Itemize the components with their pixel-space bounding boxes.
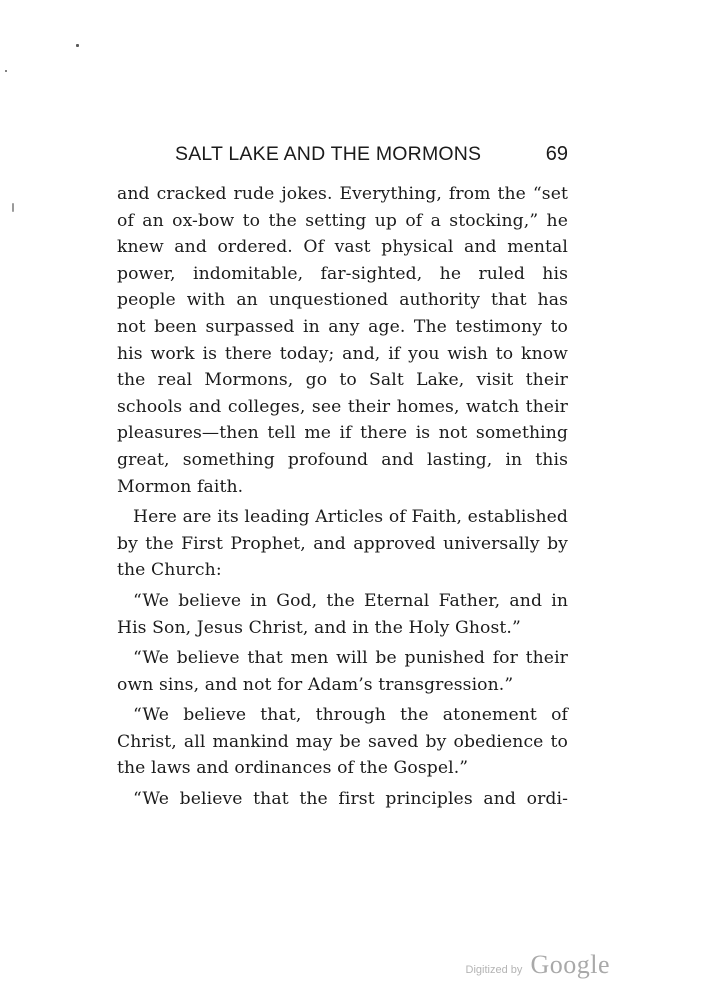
page-number: 69	[545, 143, 568, 165]
scan-speck	[12, 203, 14, 212]
body-text	[117, 181, 568, 813]
running-head	[117, 141, 570, 167]
google-watermark	[466, 950, 611, 982]
paragraph-brigham-young: and cracked rude jokes. Everything, from the “set of an ox-bow to the setting up of a stocking,” he knew and ordered. Of vast physical and mental power, indomitable, far-sighted, he ruled his people with an unquestioned authority that has not been surpassed in any age. The testimony to his work is there today; and, if you wish to know the real Mormons, go to Salt Lake, visit their schools and colleges, see their homes, watch their pleasures—then tell me if there is not something great, something profound and lasting, in this Mormon faith.	[117, 184, 568, 497]
article-of-faith-3: “We believe that, through the atonement of Christ, all mankind may be saved by obedience to the laws and ordinances of the Gospel.”	[117, 705, 568, 779]
article-of-faith-2: “We believe that men will be punished for their own sins, and not for Adam’s transgression.”	[117, 648, 568, 695]
paragraph-articles-intro: Here are its leading Articles of Faith, established by the First Prophet, and approved universally by the Church:	[117, 507, 568, 581]
watermark-digitized-by: Digitized by	[465, 964, 523, 976]
running-title: SALT LAKE AND THE MORMONS	[175, 143, 482, 165]
scan-speck	[76, 44, 79, 47]
scan-speck	[5, 70, 7, 72]
article-of-faith-4: “We believe that the first principles and ordi-	[133, 789, 568, 810]
article-of-faith-1: “We believe in God, the Eternal Father, and in His Son, Jesus Christ, and in the Holy Ghost.”	[117, 590, 568, 638]
google-logo: Google	[530, 950, 610, 979]
